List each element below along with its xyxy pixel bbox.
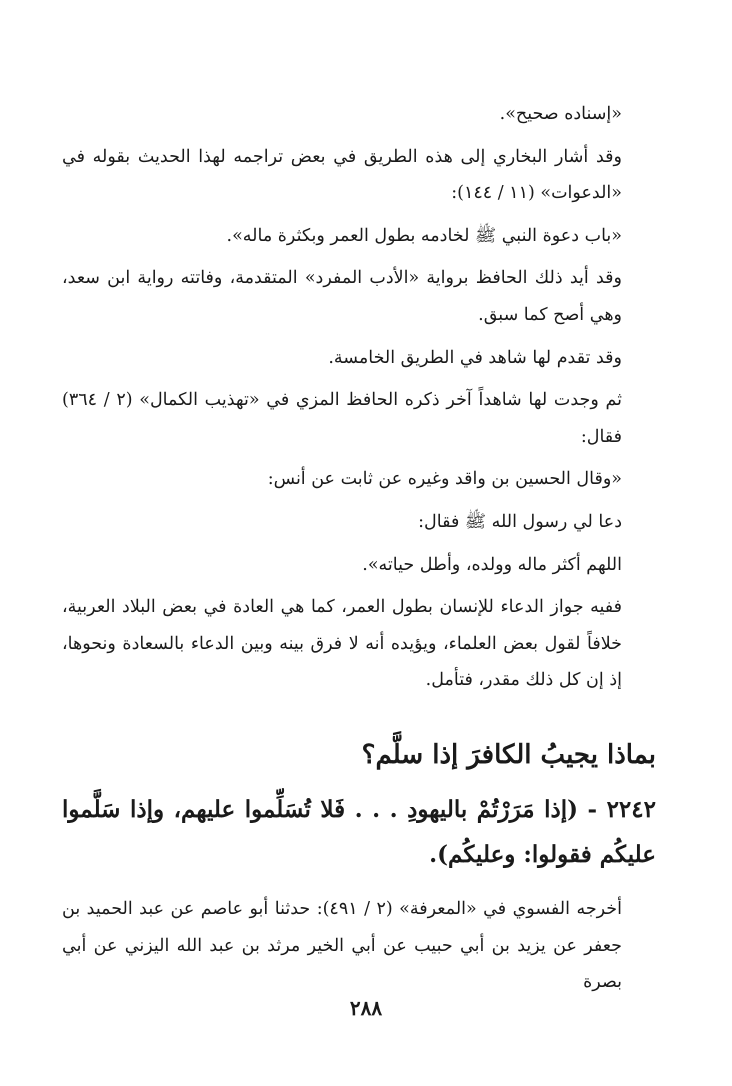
paragraph-takhrij: أخرجه الفسوي في «المعرفة» (٢ / ٤٩١): حدثنا أبو عاصم عن عبد الحميد بن جعفر عن يزيد بن أبي حبيب عن أبي الخير مرثد بن عبد الله اليزني عن أبي بصرة [62, 898, 622, 993]
paragraph-quote-allahumma: اللهم أكثر ماله وولده، وأطل حياته». [362, 554, 622, 575]
page-number: ٢٨٨ [349, 996, 383, 1020]
paragraph-quote-dua: دعا لي رسول الله ﷺ فقال: [418, 511, 622, 532]
paragraph-mizzi-witness: ثم وجدت لها شاهداً آخر ذكره الحافظ المزي في «تهذيب الكمال» (٢ / ٣٦٤) فقال: [62, 390, 622, 447]
paragraph-witness: وقد تقدم لها شاهد في الطريق الخامسة. [328, 347, 622, 368]
paragraph-quote-husayn: «وقال الحسين بن واقد وغيره عن ثابت عن أنس: [267, 469, 622, 490]
hadith-text: ٢٢٤٢ - (إذا مَرَرْتُمْ باليهودِ . . . فَلا تُسَلِّموا عليهم، وإذا سَلَّموا عليكُم فقولوا: وعليكُم). [62, 795, 656, 868]
paragraph-hafiz-support: وقد أيد ذلك الحافظ برواية «الأدب المفرد» المتقدمة، وفاتته رواية ابن سعد، وهي أصح كما سبق. [62, 268, 622, 325]
section-heading: بماذا يجيبُ الكافرَ إذا سلَّم؟ [361, 739, 656, 770]
paragraph-bukhari-reference: وقد أشار البخاري إلى هذه الطريق في بعض تراجمه لهذا الحديث بقوله في «الدعوات» (١١ / ١٤٤): [62, 146, 622, 204]
paragraph-conclusion: ففيه جواز الدعاء للإنسان بطول العمر، كما هي العادة في بعض البلاد العربية، خلافاً لقول بعض العلماء، ويؤيده أنه لا فرق بينه وبين الدعاء بالسعادة ونحوها، إذ إن كل ذلك مقدر، فتأمل. [62, 597, 622, 691]
paragraph-chapter-title: «باب دعوة النبي ﷺ لخادمه بطول العمر وبكثرة ماله». [226, 225, 622, 246]
paragraph-isnad: «إسناده صحيح». [499, 104, 622, 124]
